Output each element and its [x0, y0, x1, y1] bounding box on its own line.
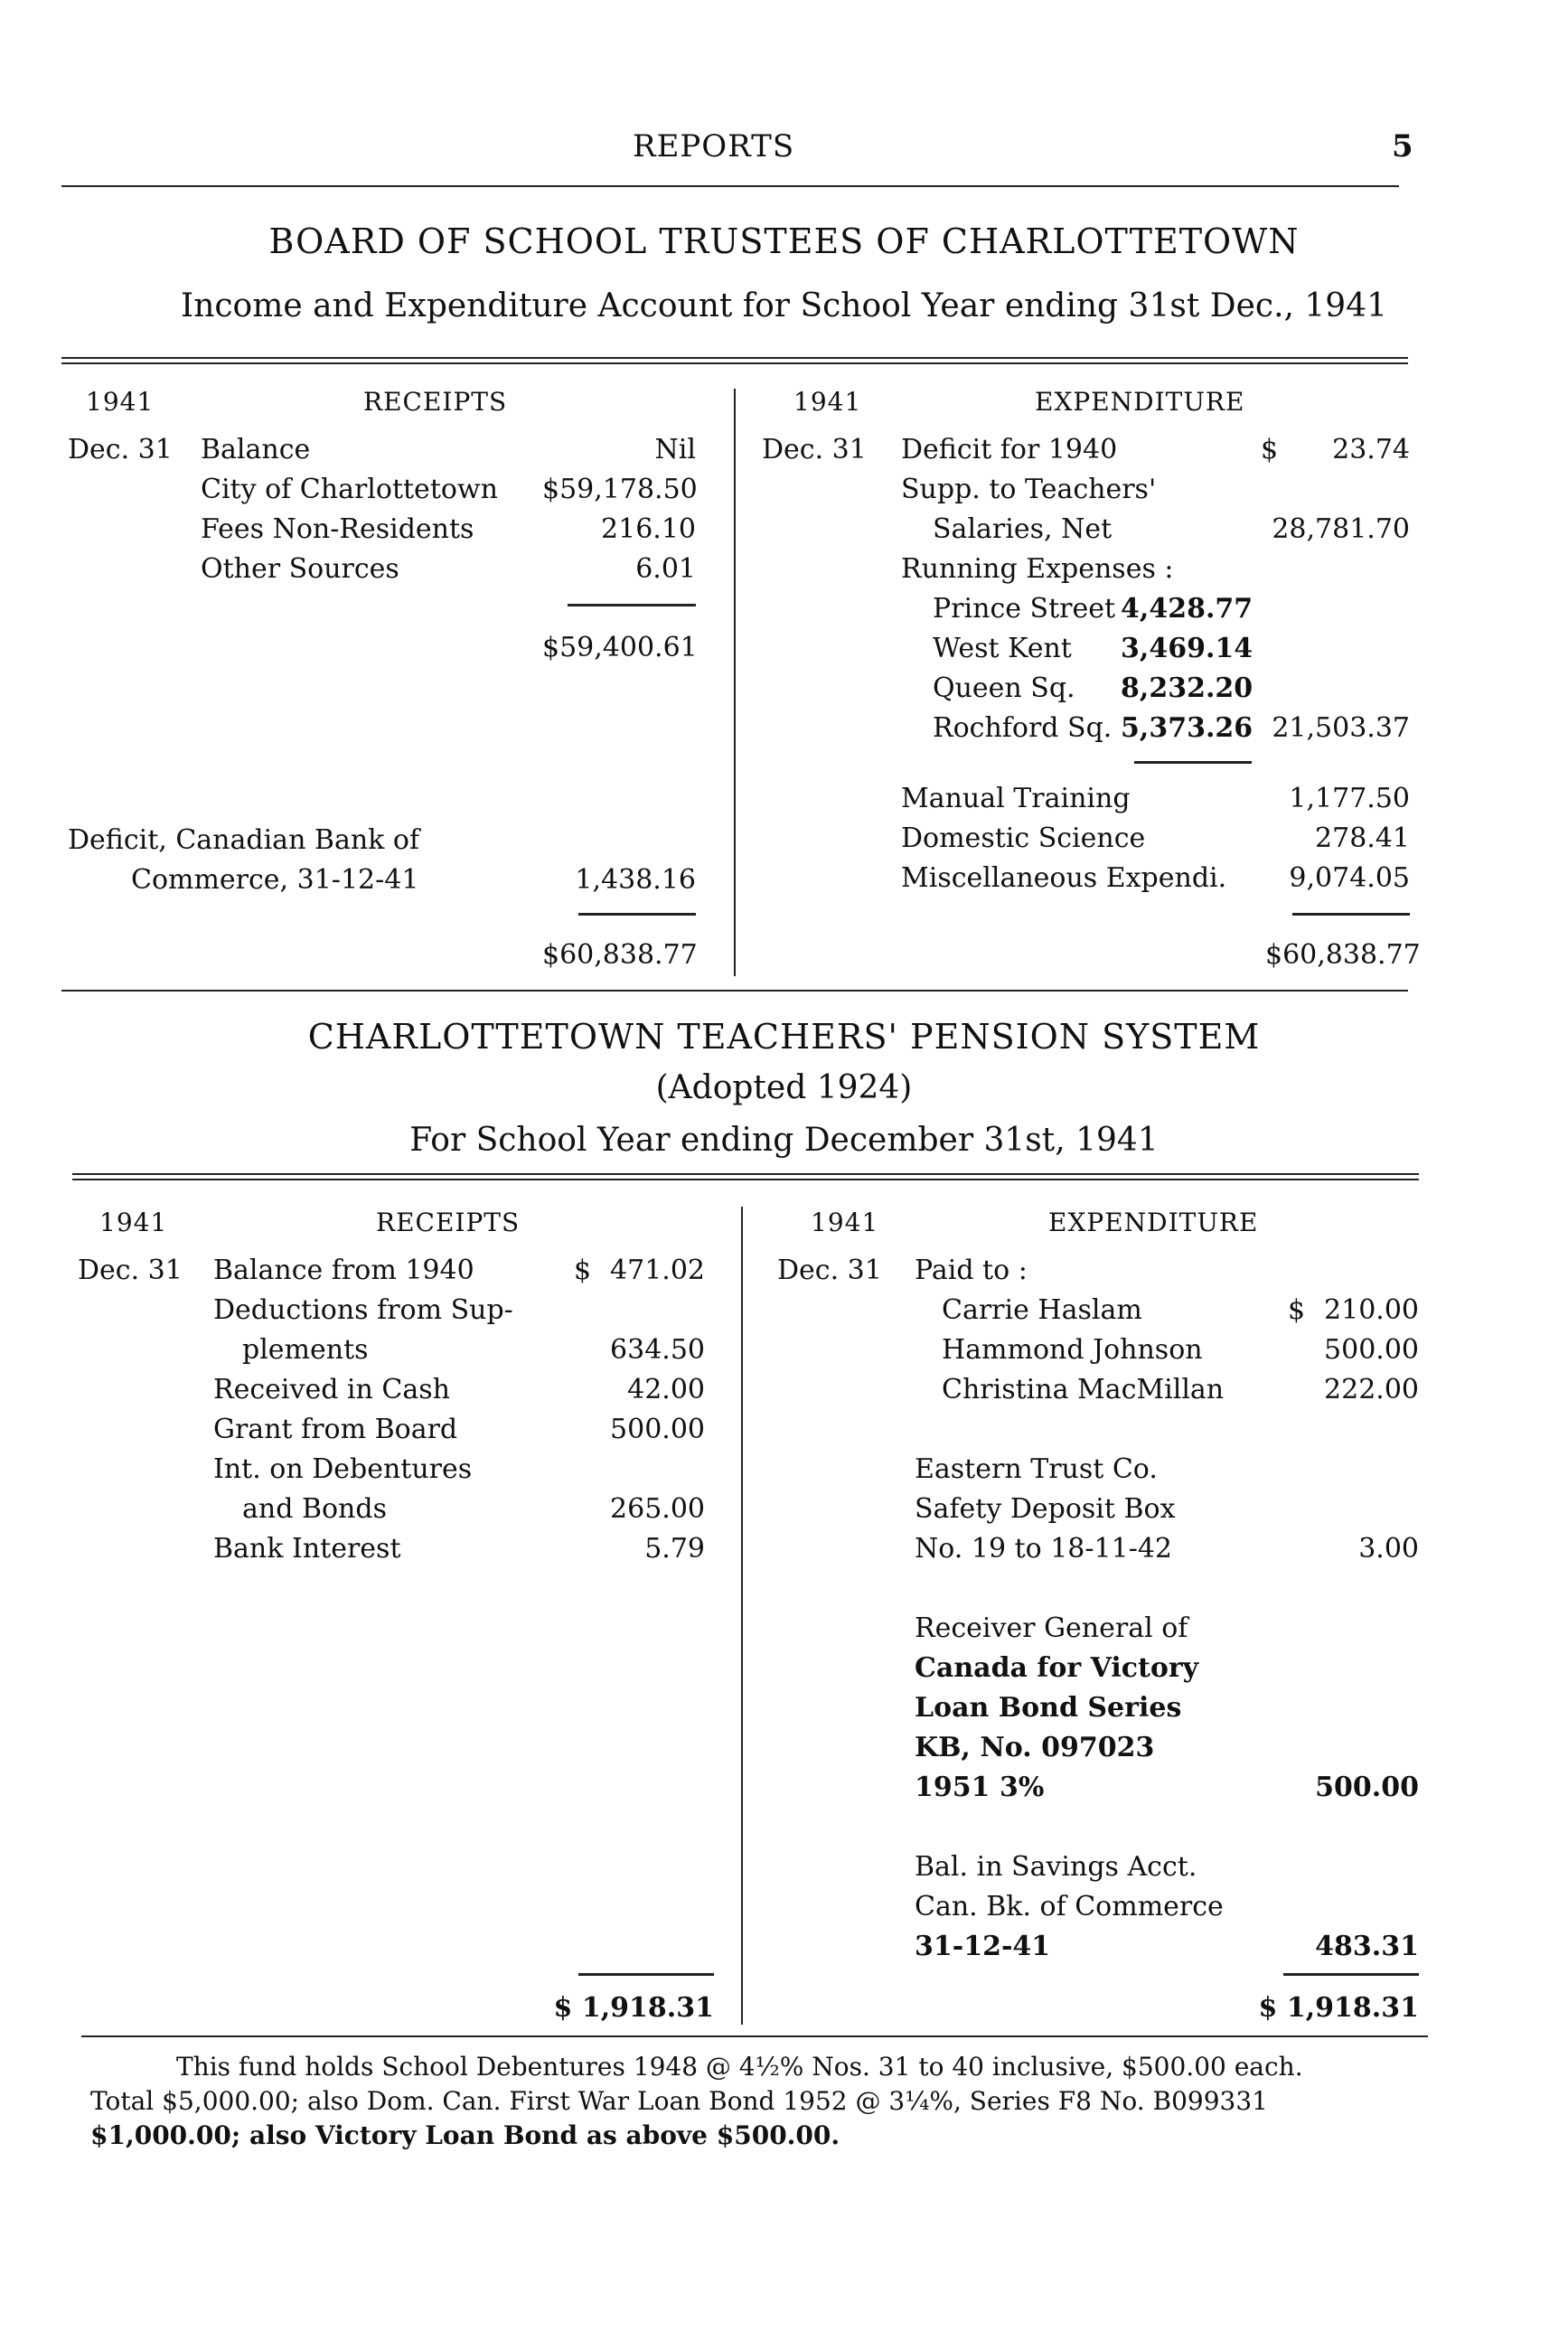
- trust-label: Eastern Trust Co.: [915, 1453, 1158, 1485]
- board-receipts-date: Dec. 31: [68, 434, 173, 465]
- board-receipt-label: Fees Non-Residents: [201, 513, 474, 545]
- savings-label: Can. Bk. of Commerce: [915, 1891, 1224, 1922]
- board-expenditure-label: Miscellaneous Expendi.: [901, 862, 1227, 894]
- receiver-label: 1951 3%: [915, 1772, 1045, 1803]
- trust-label: No. 19 to 18-11-42: [915, 1533, 1173, 1565]
- pension-receipt-amount: 265.00: [610, 1493, 705, 1525]
- board-deficit-label: Deficit, Canadian Bank of: [68, 824, 420, 856]
- dollar-sign: $: [1288, 1294, 1306, 1326]
- header-rule: [61, 185, 1399, 187]
- subtotal-rule: [568, 604, 696, 606]
- board-expenditure-heading: EXPENDITURE: [1035, 387, 1245, 417]
- board-expenditure-label: Supp. to Teachers': [901, 474, 1157, 505]
- school-amount: 8,232.20: [1121, 672, 1253, 704]
- pension-receipt-label: Received in Cash: [213, 1374, 450, 1405]
- page-number: 5: [1392, 128, 1413, 164]
- payee-label: Carrie Haslam: [942, 1294, 1142, 1326]
- pension-receipt-amount: 500.00: [610, 1414, 705, 1445]
- pension-receipts-year: 1941: [99, 1208, 168, 1237]
- board-top-rule-2: [61, 362, 1408, 364]
- pension-receipt-label: and Bonds: [242, 1493, 387, 1525]
- board-receipts-year: 1941: [86, 387, 155, 417]
- board-expenditure-amount: 23.74: [1332, 434, 1410, 465]
- pension-receipt-label: Bank Interest: [213, 1533, 401, 1565]
- pension-bottom-rule: [81, 2035, 1428, 2037]
- footnote-line: $1,000.00; also Victory Loan Bond as above $500.00.: [90, 2120, 840, 2150]
- board-title: BOARD OF SCHOOL TRUSTEES OF CHARLOTTETOWN: [268, 221, 1300, 261]
- total-rule: [1283, 1973, 1419, 1976]
- total-rule: [1292, 913, 1410, 916]
- running-expenses-total: 21,503.37: [1272, 712, 1410, 744]
- school-label: Rochford Sq.: [933, 712, 1113, 744]
- board-receipt-amount: 6.01: [635, 553, 696, 585]
- board-expenditure-amount: 278.41: [1315, 822, 1410, 854]
- trust-amount: 3.00: [1358, 1533, 1419, 1565]
- pension-title: CHARLOTTETOWN TEACHERS' PENSION SYSTEM: [307, 1017, 1261, 1057]
- pension-adopted: (Adopted 1924): [655, 1069, 913, 1106]
- pension-receipt-amount: 471.02: [610, 1255, 705, 1286]
- running-title: REPORTS: [633, 128, 795, 164]
- pension-receipt-label: Balance from 1940: [213, 1255, 474, 1286]
- board-receipt-label: Balance: [201, 434, 311, 465]
- board-expenditure-label: Deficit for 1940: [901, 434, 1118, 465]
- pension-expenditure-date: Dec. 31: [777, 1255, 882, 1286]
- receiver-label: Receiver General of: [915, 1612, 1188, 1644]
- board-receipts-subtotal: $59,400.61: [542, 632, 698, 663]
- payee-amount: 210.00: [1324, 1294, 1419, 1326]
- board-receipts-total: $60,838.77: [542, 939, 698, 971]
- footnote-line: This fund holds School Debentures 1948 @ 4½% Nos. 31 to 40 inclusive, $500.00 each.: [176, 2052, 1303, 2082]
- receiver-label: Canada for Victory: [915, 1652, 1199, 1684]
- receiver-label: KB, No. 097023: [915, 1732, 1155, 1763]
- receiver-label: Loan Bond Series: [915, 1692, 1182, 1724]
- school-subtotal-rule: [1134, 761, 1252, 764]
- school-label: West Kent: [933, 633, 1072, 664]
- dollar-sign: $: [1261, 434, 1279, 465]
- savings-label: Bal. in Savings Acct.: [915, 1851, 1197, 1883]
- board-deficit-amount: 1,438.16: [575, 864, 696, 896]
- board-top-rule-1: [61, 357, 1408, 359]
- pension-expenditure-year: 1941: [811, 1208, 879, 1237]
- school-amount: 5,373.26: [1121, 712, 1253, 744]
- pension-receipt-label: Int. on Debentures: [213, 1453, 473, 1485]
- footnote-line: Total $5,000.00; also Dom. Can. First War Loan Bond 1952 @ 3¼%, Series F8 No. B099331: [90, 2086, 1268, 2116]
- board-expenditure-date: Dec. 31: [762, 434, 867, 465]
- school-amount: 3,469.14: [1121, 633, 1253, 664]
- board-expenditure-label: Manual Training: [901, 783, 1131, 814]
- pension-expenditure-heading: EXPENDITURE: [1048, 1208, 1259, 1237]
- board-deficit-label: Commerce, 31-12-41: [131, 864, 419, 896]
- board-receipt-amount: $59,178.50: [542, 474, 698, 505]
- board-receipt-label: Other Sources: [201, 553, 399, 585]
- pension-receipts-heading: RECEIPTS: [376, 1208, 521, 1237]
- board-expenditure-amount: 28,781.70: [1272, 513, 1410, 545]
- pension-top-rule-2: [72, 1179, 1419, 1180]
- pension-receipt-label: plements: [242, 1334, 369, 1366]
- board-subtitle: Income and Expenditure Account for School Year ending 31st Dec., 1941: [180, 287, 1388, 324]
- total-rule: [578, 1973, 714, 1976]
- board-expenditure-amount: 9,074.05: [1289, 862, 1410, 894]
- dollar-sign: $: [574, 1255, 592, 1286]
- board-bottom-rule: [61, 990, 1408, 992]
- board-receipts-heading: RECEIPTS: [363, 387, 508, 417]
- payee-amount: 222.00: [1324, 1374, 1419, 1405]
- receiver-amount: 500.00: [1315, 1772, 1419, 1803]
- board-column-divider: [734, 389, 736, 976]
- pension-top-rule-1: [72, 1173, 1419, 1175]
- pension-expenditure-label: Paid to :: [915, 1255, 1028, 1286]
- payee-amount: 500.00: [1324, 1334, 1419, 1366]
- board-expenditure-label: Domestic Science: [901, 822, 1146, 854]
- board-receipt-label: City of Charlottetown: [201, 474, 498, 505]
- savings-label: 31-12-41: [915, 1931, 1051, 1962]
- payee-label: Hammond Johnson: [942, 1334, 1203, 1366]
- savings-amount: 483.31: [1315, 1931, 1419, 1962]
- board-expenditure-year: 1941: [793, 387, 862, 417]
- pension-receipts-date: Dec. 31: [78, 1255, 183, 1286]
- pension-column-divider: [741, 1207, 743, 2025]
- board-expenditure-total: $60,838.77: [1265, 939, 1421, 971]
- pension-receipt-label: Grant from Board: [213, 1414, 458, 1445]
- school-label: Queen Sq.: [933, 672, 1075, 704]
- pension-receipt-label: Deductions from Sup-: [213, 1294, 513, 1326]
- pension-receipts-total: $ 1,918.31: [553, 1992, 714, 2024]
- school-label: Prince Street: [933, 593, 1116, 625]
- board-expenditure-amount: 1,177.50: [1289, 783, 1410, 814]
- pension-receipt-amount: 5.79: [644, 1533, 705, 1565]
- board-expenditure-label: Salaries, Net: [933, 513, 1113, 545]
- total-rule: [578, 913, 696, 916]
- payee-label: Christina MacMillan: [942, 1374, 1225, 1405]
- pension-subtitle: For School Year ending December 31st, 1941: [409, 1122, 1159, 1159]
- board-receipt-amount: Nil: [654, 434, 696, 465]
- board-expenditure-label: Running Expenses :: [901, 553, 1174, 585]
- trust-label: Safety Deposit Box: [915, 1493, 1176, 1525]
- school-amount: 4,428.77: [1121, 593, 1253, 625]
- pension-expenditure-total: $ 1,918.31: [1258, 1992, 1419, 2024]
- board-receipt-amount: 216.10: [601, 513, 696, 545]
- pension-receipt-amount: 634.50: [610, 1334, 705, 1366]
- pension-receipt-amount: 42.00: [627, 1374, 705, 1405]
